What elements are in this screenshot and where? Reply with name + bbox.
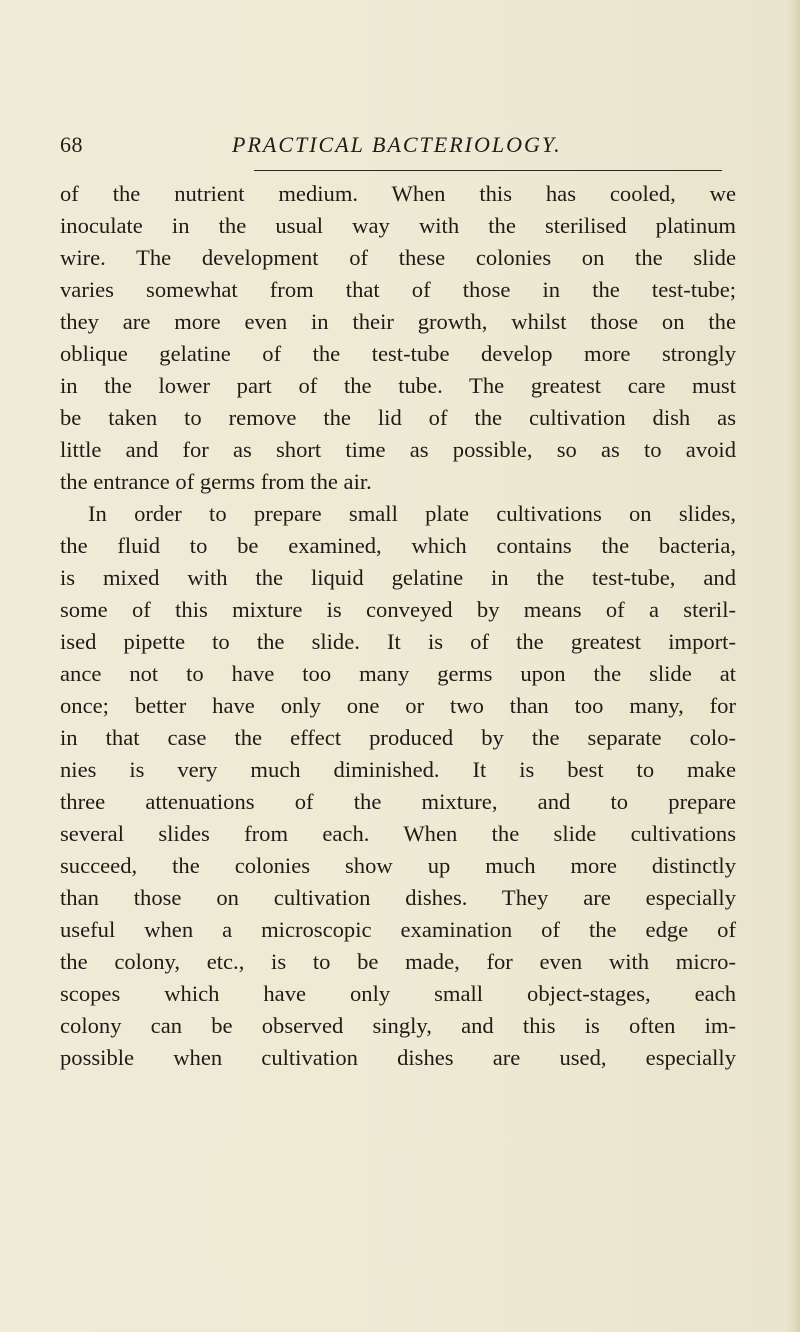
text-line: succeed, the colonies show up much more distinctly [60, 853, 736, 878]
text-line: be taken to remove the lid of the cultivation dish as [60, 405, 736, 430]
text-line: of the nutrient medium. When this has cooled, we [60, 181, 736, 206]
body-text [60, 178, 736, 1074]
text-line: varies somewhat from that of those in the test-tube; [60, 277, 736, 302]
text-line: some of this mixture is conveyed by means of a steril- [60, 597, 736, 622]
text-line: scopes which have only small object-stages, each [60, 981, 736, 1006]
text-line: the fluid to be examined, which contains the bacteria, [60, 533, 736, 558]
page-number: 68 [60, 132, 83, 157]
text-line: In order to prepare small plate cultivations on slides, [88, 501, 736, 526]
text-line: ised pipette to the slide. It is of the greatest import- [60, 629, 736, 654]
text-line: useful when a microscopic examination of the edge of [60, 917, 736, 942]
text-line: little and for as short time as possible, so as to avoid [60, 437, 736, 462]
text-line: possible when cultivation dishes are used, especially [60, 1045, 736, 1070]
text-line: several slides from each. When the slide cultivations [60, 821, 736, 846]
text-line: oblique gelatine of the test-tube develop more strongly [60, 341, 736, 366]
text-line: inoculate in the usual way with the sterilised platinum [60, 213, 736, 238]
text-line: ance not to have too many germs upon the slide at [60, 661, 736, 686]
text-line: three attenuations of the mixture, and to prepare [60, 789, 736, 814]
running-head: PRACTICAL BACTERIOLOGY. [232, 132, 562, 157]
page-edge-shadow [786, 0, 800, 1332]
header-rule [254, 170, 722, 171]
text-line: colony can be observed singly, and this is often im- [60, 1013, 736, 1038]
page-header [60, 132, 732, 162]
text-line: in that case the effect produced by the separate colo- [60, 725, 736, 750]
text-line: nies is very much diminished. It is best to make [60, 757, 736, 782]
text-line: they are more even in their growth, whilst those on the [60, 309, 736, 334]
paragraph-2 [60, 498, 736, 1074]
paragraph-1 [60, 178, 736, 498]
text-line: the colony, etc., is to be made, for even with micro- [60, 949, 736, 974]
text-line: the entrance of germs from the air. [60, 469, 372, 494]
text-line: wire. The development of these colonies on the slide [60, 245, 736, 270]
text-line: in the lower part of the tube. The greatest care must [60, 373, 736, 398]
text-line: is mixed with the liquid gelatine in the test-tube, and [60, 565, 736, 590]
text-line: once; better have only one or two than too many, for [60, 693, 736, 718]
text-line: than those on cultivation dishes. They are especially [60, 885, 736, 910]
